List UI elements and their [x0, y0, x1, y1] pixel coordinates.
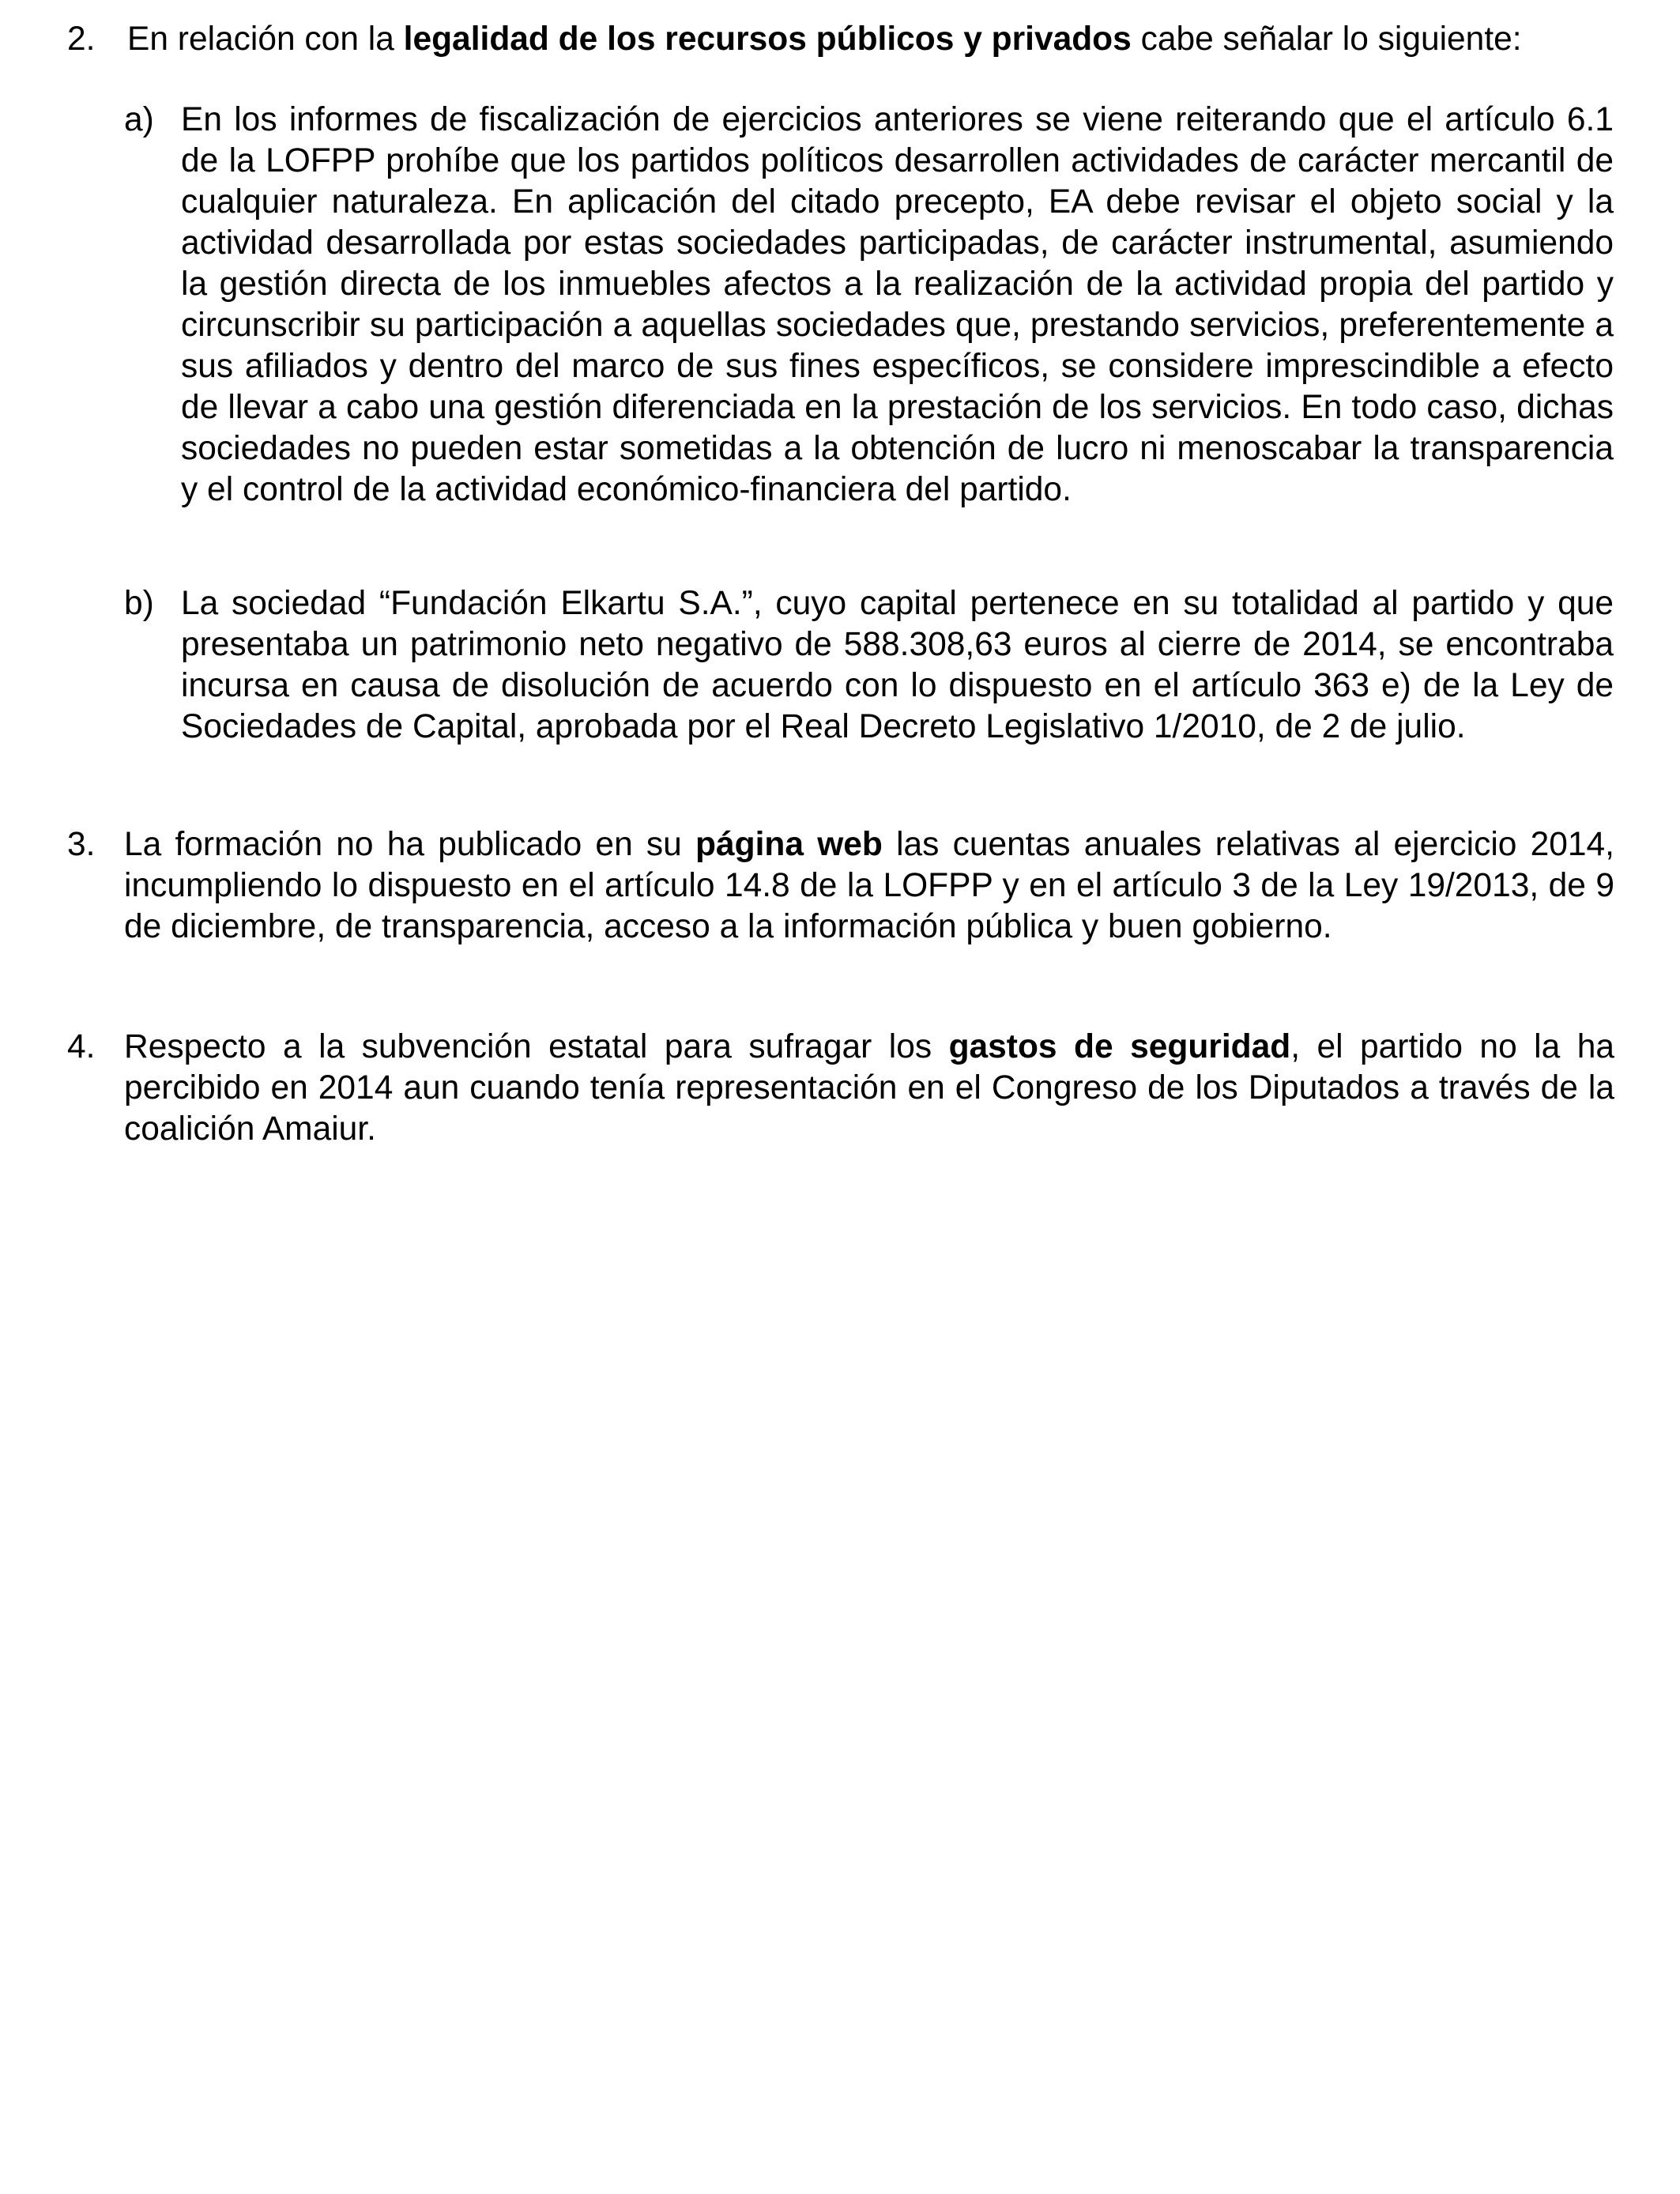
item-text-post: , el partido no la ha percibido en 2014 aun cuando tenía representación en el Congreso de los Diputados a través de la coalición Amaiur. [124, 1028, 1614, 1148]
item-text [124, 824, 1614, 948]
item-number: 3. [67, 826, 96, 863]
item-text-post: las cuentas anuales relativas al ejercicio 2014, incumpliendo lo dispuesto en el artículo 14.8 de la LOFPP y en el artículo 3 de la Ley 19/2013, de 9 de diciembre, de transparencia, acceso a la información pública y buen gobierno. [124, 826, 1614, 945]
sub-item-letter: a) [124, 101, 154, 138]
sub-item-text: La sociedad “Fundación Elkartu S.A.”, cuyo capital pertenece en su totalidad al partido y que presentaba un patrimonio neto negativo de 588.308,63 euros al cierre de 2014, se encontraba incursa en causa de disolución de acuerdo con lo dispuesto en el artículo 363 e) de la Ley de Sociedades de Capital, aprobada por el Real Decreto Legislativo 1/2010, de 2 de julio. [181, 585, 1614, 745]
sub-item-letter: b) [124, 585, 154, 622]
item-number: 2. [67, 21, 96, 58]
item-number: 4. [67, 1028, 96, 1065]
sub-item-text: En los informes de fiscalización de ejercicios anteriores se viene reiterando que el artículo 6.1 de la LOFPP prohíbe que los partidos políticos desarrollen actividades de carácter mercantil de cualquier naturaleza. En aplicación del citado precepto, EA debe revisar el objeto social y la actividad desarrollada por estas sociedades participadas, de carácter instrumental, asumiendo la gestión directa de los inmuebles afectos a la realización de la actividad propia del partido y circunscribir su participación a aquellas sociedades que, prestando servicios, preferentemente a sus afiliados y dentro del marco de sus fines específicos, se considere imprescindible a efecto de llevar a cabo una gestión diferenciada en la prestación de los servicios. En todo caso, dichas sociedades no pueden estar sometidas a la obtención de lucro ni menoscabar la transparencia y el control de la actividad económico-financiera del partido. [181, 101, 1614, 508]
item-text-bold: gastos de seguridad [948, 1028, 1291, 1065]
item-text-pre: Respecto a la subvención estatal para sufragar los [124, 1028, 949, 1065]
item-text-bold: legalidad de los recursos públicos y privados [403, 21, 1132, 58]
item-text-bold: página web [695, 826, 883, 863]
item-text-pre: La formación no ha publicado en su [124, 826, 696, 863]
item-text [127, 19, 1629, 60]
item-text-post: cabe señalar lo siguiente: [1131, 21, 1522, 58]
item-text-pre: En relación con la [127, 21, 404, 58]
item-text [124, 1027, 1614, 1150]
